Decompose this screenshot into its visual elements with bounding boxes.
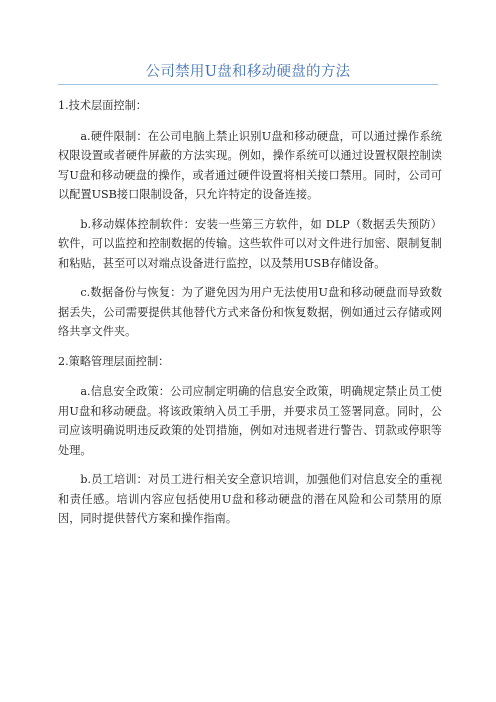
document-title: 公司禁用U盘和移动硬盘的方法 [145, 64, 351, 80]
section-technical [58, 96, 442, 342]
paragraph: a.信息安全政策：公司应制定明确的信息安全政策，明确规定禁止员工使用U盘和移动硬盘。将该政策纳入员工手册，并要求员工签署同意。同时，公司应该明确说明违反政策的处罚措施，例如对违规者进行警告、罚款或停职等处理。 [58, 385, 442, 457]
section-heading: 1.技术层面控制： [58, 99, 147, 112]
paragraph: c.数据备份与恢复：为了避免因为用户无法使用U盘和移动硬盘而导致数据丢失，公司需要提供其他替代方式来备份和恢复数据，例如通过云存储或网络共享文件夹。 [58, 286, 442, 338]
paragraph: a.硬件限制：在公司电脑上禁止识别U盘和移动硬盘，可以通过操作系统权限设置或者硬件屏蔽的方法实现。例如，操作系统可以通过设置权限控制读写U盘和移动硬盘的操作，或者通过硬件设置将相关接口禁用。同时，公司可以配置USB接口限制设备，只允许特定的设备连接。 [58, 129, 442, 201]
paragraph: b.员工培训：对员工进行相关安全意识培训，加强他们对信息安全的重视和责任感。培训内容应包括使用U盘和移动硬盘的潜在风险和公司禁用的原因，同时提供替代方案和操作指南。 [58, 473, 442, 525]
section-heading: 2.策略管理层面控制： [58, 354, 170, 368]
title-underline [58, 84, 438, 85]
section-policy [58, 352, 442, 529]
document-body [58, 96, 442, 539]
paragraph: b.移动媒体控制软件：安装一些第三方软件，如 DLP（数据丢失预防）软件，可以监控和控制数据的传输。这些软件可以对文件进行加密、限制复制和粘贴，甚至可以对端点设备进行监控，以及禁用USB存储设备。 [58, 217, 442, 270]
